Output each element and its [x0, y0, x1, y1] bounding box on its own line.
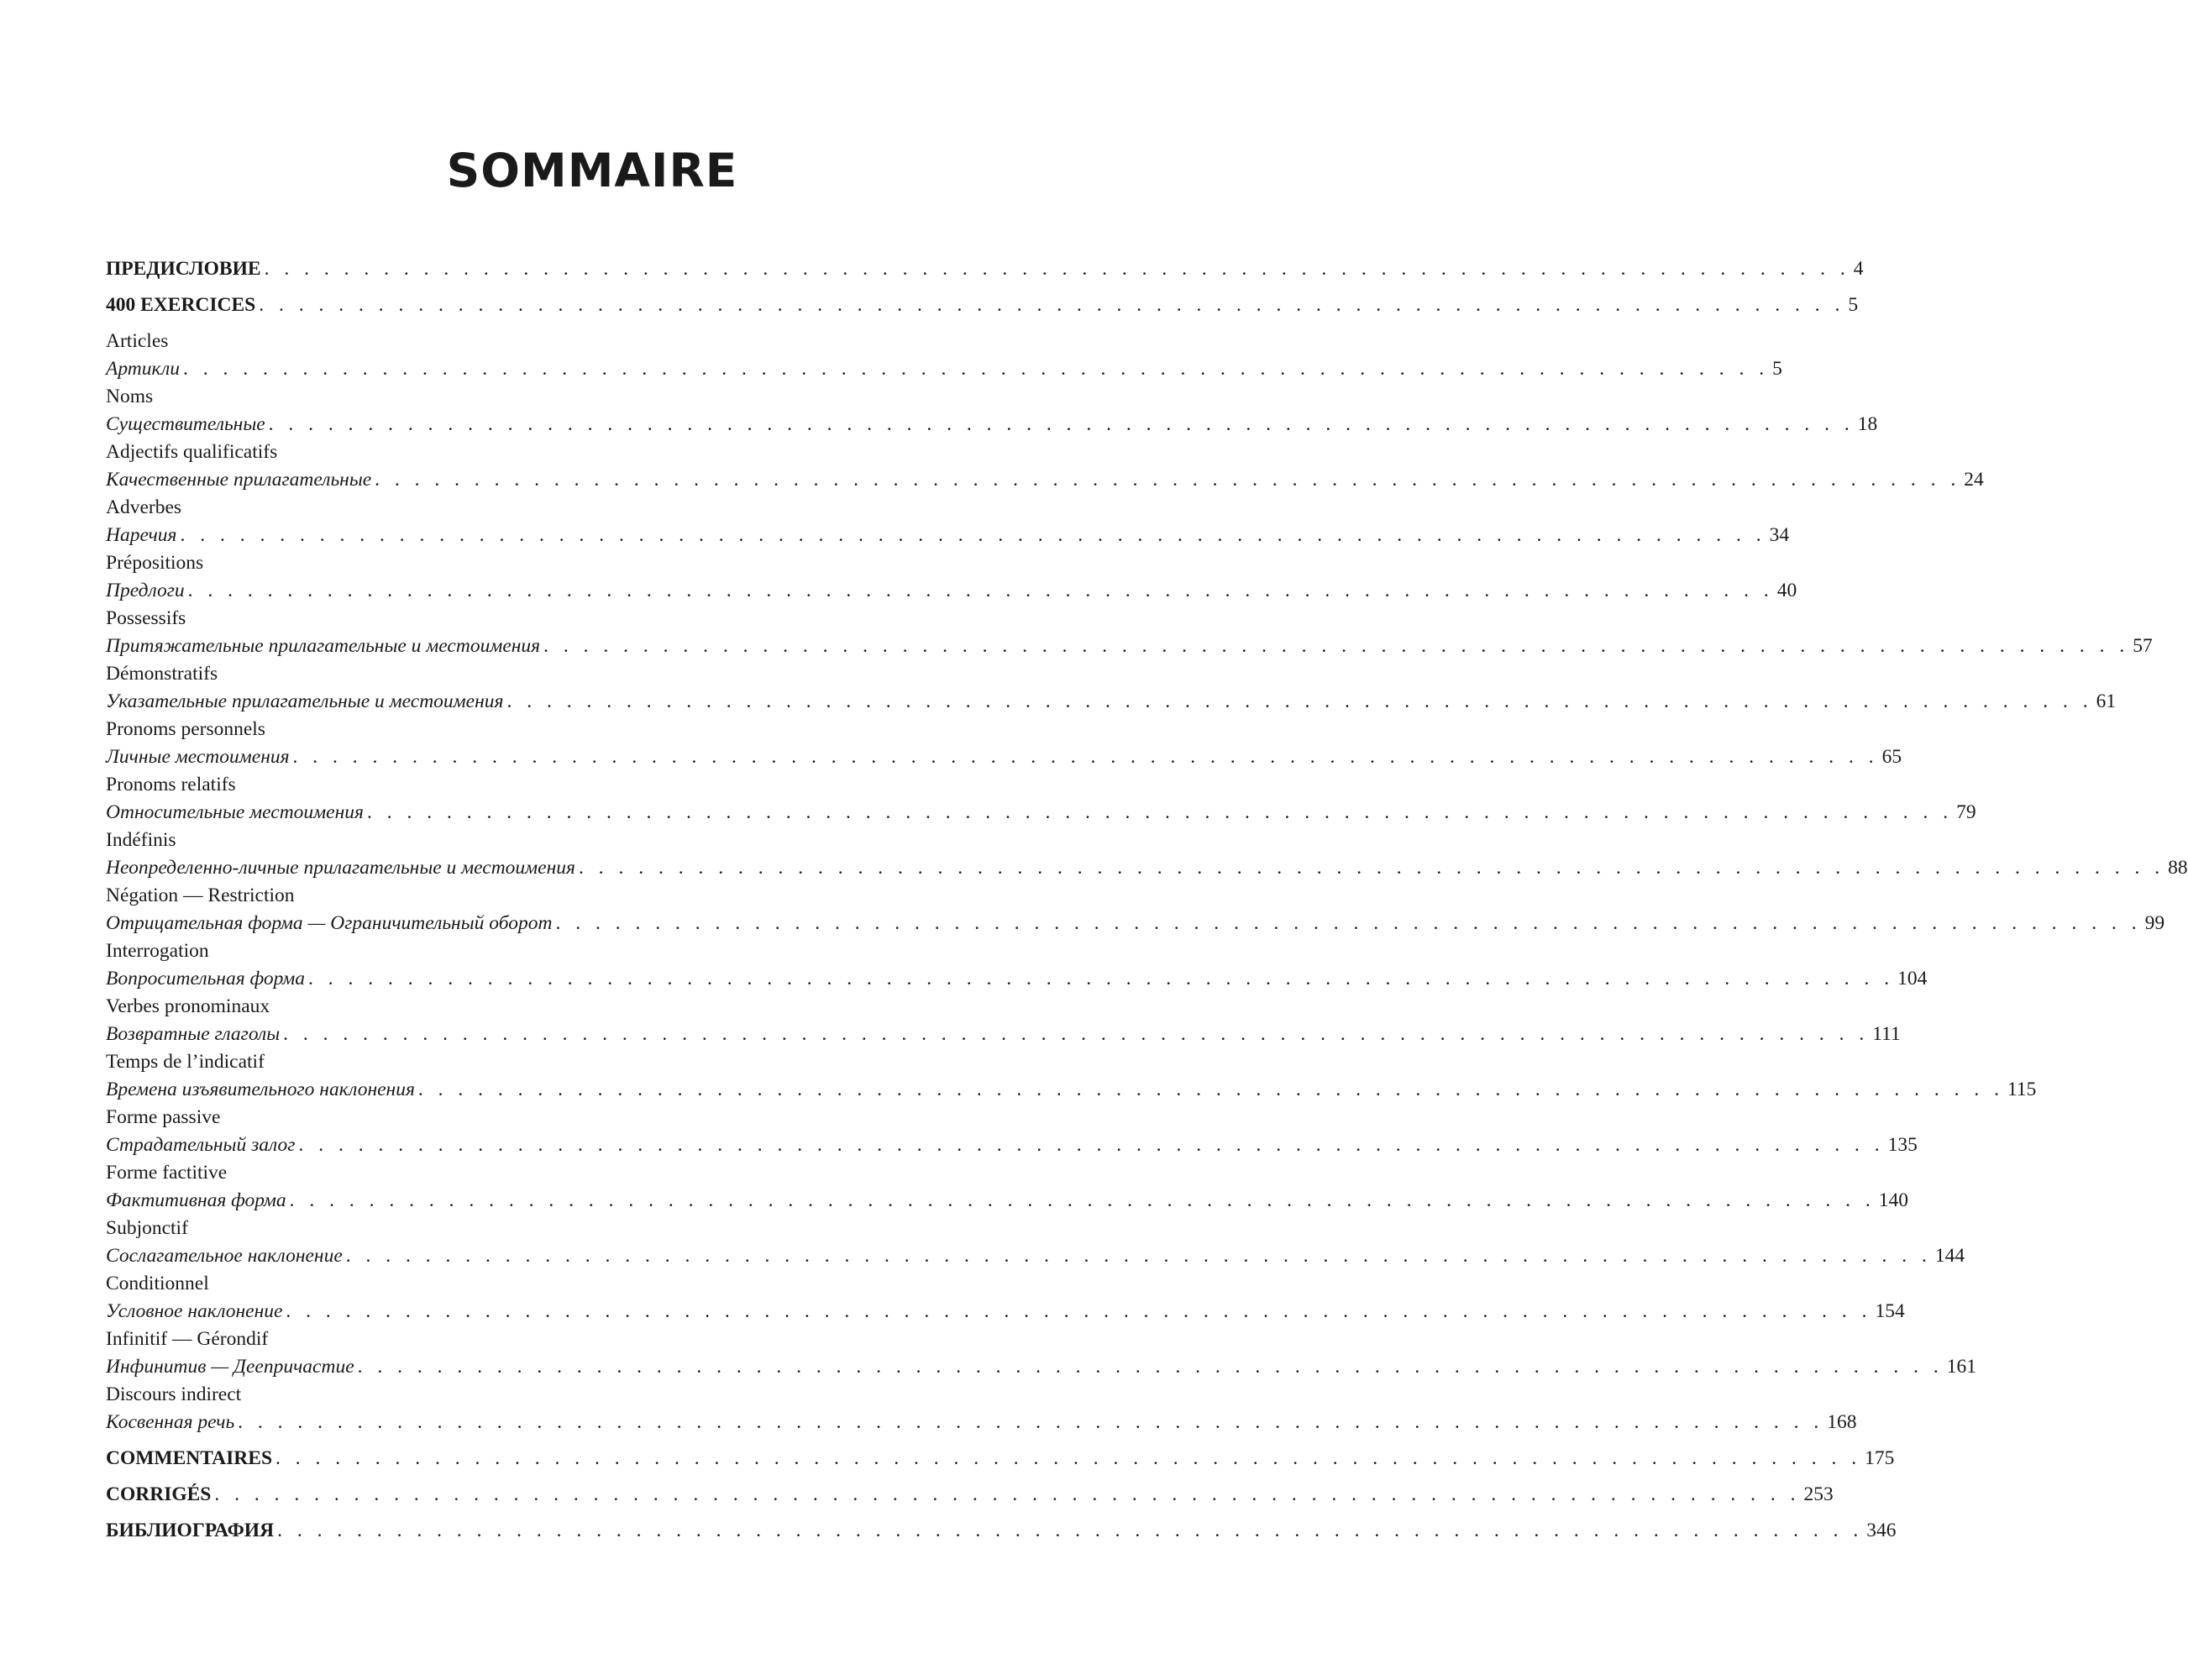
- dot-leader: . . . . . . . . . . . . . . . . . . . . . . . . . . . . . . . . . . . . . . . . . . . . . . . . . . . . . . . . . . . . . . . . . . . . . . . . . . . . . . . .: [417, 1079, 2005, 1100]
- section-entry-ru: [106, 1242, 1965, 1270]
- dot-leader: . . . . . . . . . . . . . . . . . . . . . . . . . . . . . . . . . . . . . . . . . . . . . . . . . . . . . . . . . . . . . . . . . . . . . . . . . . . . . . . .: [180, 524, 1766, 546]
- section-title-ru: Артикли: [106, 358, 180, 380]
- toc-section[interactable]: [106, 438, 1984, 494]
- dot-leader: . . . . . . . . . . . . . . . . . . . . . . . . . . . . . . . . . . . . . . . . . . . . . . . . . . . . . . . . . . . . . . . . . . . . . . . . . . . . . . . .: [268, 413, 1855, 435]
- section-title-fr: Pronoms relatifs: [106, 774, 236, 795]
- toc-entry-label: CORRIGÉS: [106, 1483, 212, 1505]
- dot-leader: . . . . . . . . . . . . . . . . . . . . . . . . . . . . . . . . . . . . . . . . . . . . . . . . . . . . . . . . . . . . . . . . . . . . . . . . . . . . . . . .: [543, 635, 2130, 657]
- toc-entry-bibliography[interactable]: [106, 1517, 1897, 1545]
- section-title-fr: Discours indirect: [106, 1383, 242, 1405]
- dot-leader: . . . . . . . . . . . . . . . . . . . . . . . . . . . . . . . . . . . . . . . . . . . . . . . . . . . . . . . . . . . . . . . . . . . . . . . . . . . . . . . .: [259, 294, 1845, 316]
- dot-leader: . . . . . . . . . . . . . . . . . . . . . . . . . . . . . . . . . . . . . . . . . . . . . . . . . . . . . . . . . . . . . . . . . . . . . . . . . . . . . . . .: [307, 968, 1895, 990]
- section-entry-ru: [106, 411, 1878, 438]
- dot-leader: . . . . . . . . . . . . . . . . . . . . . . . . . . . . . . . . . . . . . . . . . . . . . . . . . . . . . . . . . . . . . . . . . . . . . . . . . . . . . . . .: [275, 1447, 1862, 1469]
- toc-section[interactable]: [106, 660, 2117, 716]
- section-title-ru: Фактитивная форма: [106, 1189, 286, 1211]
- section-entry-ru: [106, 1076, 2037, 1104]
- dot-leader: . . . . . . . . . . . . . . . . . . . . . . . . . . . . . . . . . . . . . . . . . . . . . . . . . . . . . . . . . . . . . . . . . . . . . . . . . . . . . . . .: [298, 1134, 1885, 1156]
- section-title-ru: Неопределенно-личные прилагательные и местоимения: [106, 857, 575, 879]
- section-title-fr: Interrogation: [106, 940, 209, 962]
- toc-entry-preface[interactable]: [106, 255, 1864, 283]
- toc-section[interactable]: [106, 328, 1782, 383]
- section-title-ru: Возвратные глаголы: [106, 1023, 281, 1045]
- section-entry-ru: [106, 799, 1976, 827]
- section-title-ru: Отрицательная форма — Ограничительный оборот: [106, 912, 553, 934]
- section-entry-ru: [106, 910, 2165, 937]
- toc-page-number: 168: [1827, 1411, 1857, 1433]
- toc-section[interactable]: [106, 1159, 1909, 1215]
- section-entry-ru: [106, 1131, 1918, 1159]
- toc-entry-label: ПРЕДИСЛОВИЕ: [106, 258, 261, 280]
- section-entry-ru: [106, 355, 1782, 383]
- toc-page-number: 61: [2096, 690, 2117, 712]
- toc-section[interactable]: [106, 882, 2165, 937]
- section-title-ru: Вопросительная форма: [106, 968, 305, 990]
- section-title-ru: Сослагательное наклонение: [106, 1245, 343, 1267]
- section-entry-ru: [106, 1353, 1977, 1381]
- toc-entry-exercises[interactable]: [106, 291, 1859, 319]
- toc-sections: [106, 328, 2188, 1436]
- toc-section[interactable]: [106, 549, 1797, 605]
- section-title-ru: Притяжательные прилагательные и местоимения: [106, 635, 541, 657]
- dot-leader: . . . . . . . . . . . . . . . . . . . . . . . . . . . . . . . . . . . . . . . . . . . . . . . . . . . . . . . . . . . . . . . . . . . . . . . . . . . . . . . .: [187, 580, 1774, 601]
- toc-page-number: 346: [1866, 1520, 1897, 1541]
- section-entry-ru: [106, 1409, 1857, 1436]
- section-title-fr: Prépositions: [106, 552, 204, 574]
- toc-section[interactable]: [106, 716, 1902, 771]
- section-title-fr: Articles: [106, 330, 169, 352]
- toc-section[interactable]: [106, 937, 1928, 993]
- dot-leader: . . . . . . . . . . . . . . . . . . . . . . . . . . . . . . . . . . . . . . . . . . . . . . . . . . . . . . . . . . . . . . . . . . . . . . . . . . . . . . . .: [289, 1189, 1876, 1211]
- section-title-fr: Démonstratifs: [106, 663, 218, 685]
- toc-page-number: 140: [1878, 1189, 1909, 1211]
- toc-page-number: 161: [1946, 1356, 1977, 1378]
- section-entry-ru: [106, 1021, 1901, 1048]
- section-title-ru: Страдательный залог: [106, 1134, 296, 1156]
- toc-section[interactable]: [106, 1381, 1857, 1436]
- section-title-ru: Относительные местоимения: [106, 801, 364, 823]
- toc-page-number: 57: [2133, 635, 2153, 657]
- section-title-fr: Conditionnel: [106, 1273, 209, 1294]
- toc-section[interactable]: [106, 383, 1878, 438]
- section-title-ru: Указательные прилагательные и местоимения: [106, 690, 504, 712]
- section-entry-ru: [106, 577, 1797, 605]
- dot-leader: . . . . . . . . . . . . . . . . . . . . . . . . . . . . . . . . . . . . . . . . . . . . . . . . . . . . . . . . . . . . . . . . . . . . . . . . . . . . . . . .: [366, 801, 1954, 823]
- toc-section[interactable]: [106, 1270, 1905, 1326]
- toc-page-number: 111: [1872, 1023, 1901, 1045]
- toc-page-number: 99: [2144, 912, 2165, 934]
- section-title-ru: Наречия: [106, 524, 177, 546]
- toc-page-number: 253: [1803, 1483, 1834, 1505]
- section-title-ru: Существительные: [106, 413, 265, 435]
- dot-leader: . . . . . . . . . . . . . . . . . . . . . . . . . . . . . . . . . . . . . . . . . . . . . . . . . . . . . . . . . . . . . . . . . . . . . . . . . . . . . . . .: [283, 1023, 1870, 1045]
- toc-page-number: 4: [1853, 258, 1864, 280]
- toc-section[interactable]: [106, 1326, 1977, 1381]
- dot-leader: . . . . . . . . . . . . . . . . . . . . . . . . . . . . . . . . . . . . . . . . . . . . . . . . . . . . . . . . . . . . . . . . . . . . . . . . . . . . . . . .: [214, 1483, 1801, 1505]
- toc-page-number: 5: [1848, 294, 1859, 316]
- toc-page-number: 135: [1887, 1134, 1918, 1156]
- toc-page-number: 104: [1897, 968, 1928, 990]
- toc-page-number: 144: [1934, 1245, 1965, 1267]
- section-title-fr: Infinitif — Gérondif: [106, 1328, 269, 1350]
- toc-section[interactable]: [106, 605, 2153, 660]
- toc-section[interactable]: [106, 1048, 2037, 1104]
- section-entry-ru: [106, 688, 2117, 716]
- toc-page-number: 115: [2007, 1079, 2037, 1100]
- section-entry-ru: [106, 965, 1928, 993]
- section-title-fr: Subjonctif: [106, 1217, 188, 1239]
- toc-section[interactable]: [106, 1215, 1965, 1270]
- dot-leader: . . . . . . . . . . . . . . . . . . . . . . . . . . . . . . . . . . . . . . . . . . . . . . . . . . . . . . . . . . . . . . . . . . . . . . . . . . . . . . . .: [345, 1245, 1932, 1267]
- section-entry-ru: [106, 633, 2153, 660]
- section-title-ru: Личные местоимения: [106, 746, 290, 768]
- section-title-fr: Forme passive: [106, 1106, 221, 1128]
- section-entry-ru: [106, 854, 2188, 882]
- section-title-ru: Косвенная речь: [106, 1411, 235, 1433]
- toc-entry-corriges[interactable]: [106, 1481, 1834, 1509]
- toc-page-number: 40: [1776, 580, 1797, 601]
- toc-page-number: 34: [1769, 524, 1790, 546]
- toc-page-number: 154: [1875, 1300, 1905, 1322]
- section-title-ru: Качественные прилагательные: [106, 469, 372, 491]
- section-entry-ru: [106, 1298, 1905, 1326]
- dot-leader: . . . . . . . . . . . . . . . . . . . . . . . . . . . . . . . . . . . . . . . . . . . . . . . . . . . . . . . . . . . . . . . . . . . . . . . . . . . . . . . .: [264, 258, 1850, 280]
- dot-leader: . . . . . . . . . . . . . . . . . . . . . . . . . . . . . . . . . . . . . . . . . . . . . . . . . . . . . . . . . . . . . . . . . . . . . . . . . . . . . . . .: [555, 912, 2142, 934]
- section-title-fr: Possessifs: [106, 607, 186, 629]
- section-title-fr: Forme factitive: [106, 1162, 228, 1184]
- toc-section[interactable]: [106, 993, 1901, 1048]
- section-title-fr: Pronoms personnels: [106, 718, 265, 740]
- toc-page-number: 24: [1964, 469, 1984, 491]
- section-entry-ru: [106, 743, 1902, 771]
- toc-page-number: 88: [2168, 857, 2188, 879]
- dot-leader: . . . . . . . . . . . . . . . . . . . . . . . . . . . . . . . . . . . . . . . . . . . . . . . . . . . . . . . . . . . . . . . . . . . . . . . . . . . . . . . .: [292, 746, 1879, 768]
- toc-page-number: 5: [1772, 358, 1782, 380]
- section-title-ru: Условное наклонение: [106, 1300, 283, 1322]
- section-title-fr: Indéfinis: [106, 829, 176, 851]
- toc-entry-label: БИБЛИОГРАФИЯ: [106, 1520, 275, 1541]
- section-title-fr: Verbes pronominaux: [106, 995, 270, 1017]
- toc-section[interactable]: [106, 494, 1790, 549]
- section-entry-ru: [106, 522, 1790, 549]
- section-title-ru: Предлоги: [106, 580, 185, 601]
- toc-section[interactable]: [106, 1104, 1918, 1159]
- toc-page-number: 79: [1956, 801, 1976, 823]
- section-title-ru: Времена изъявительного наклонения: [106, 1079, 415, 1100]
- dot-leader: . . . . . . . . . . . . . . . . . . . . . . . . . . . . . . . . . . . . . . . . . . . . . . . . . . . . . . . . . . . . . . . . . . . . . . . . . . . . . . . .: [286, 1300, 1872, 1322]
- table-of-contents: [106, 255, 2188, 1553]
- section-title-fr: Adjectifs qualificatifs: [106, 441, 278, 463]
- section-title-ru: Инфинитив — Деепричастие: [106, 1356, 354, 1378]
- section-title-fr: Temps de l’indicatif: [106, 1051, 265, 1073]
- toc-entry-commentaires[interactable]: [106, 1445, 1895, 1473]
- dot-leader: . . . . . . . . . . . . . . . . . . . . . . . . . . . . . . . . . . . . . . . . . . . . . . . . . . . . . . . . . . . . . . . . . . . . . . . . . . . . . . . .: [277, 1520, 1864, 1541]
- dot-leader: . . . . . . . . . . . . . . . . . . . . . . . . . . . . . . . . . . . . . . . . . . . . . . . . . . . . . . . . . . . . . . . . . . . . . . . . . . . . . . . .: [238, 1411, 1824, 1433]
- section-title-fr: Adverbes: [106, 496, 182, 518]
- dot-leader: . . . . . . . . . . . . . . . . . . . . . . . . . . . . . . . . . . . . . . . . . . . . . . . . . . . . . . . . . . . . . . . . . . . . . . . . . . . . . . . .: [357, 1356, 1944, 1378]
- toc-entry-label: 400 EXERCICES: [106, 294, 256, 316]
- toc-section[interactable]: [106, 827, 2188, 882]
- dot-leader: . . . . . . . . . . . . . . . . . . . . . . . . . . . . . . . . . . . . . . . . . . . . . . . . . . . . . . . . . . . . . . . . . . . . . . . . . . . . . . . .: [375, 469, 1961, 491]
- section-entry-ru: [106, 1187, 1909, 1215]
- dot-leader: . . . . . . . . . . . . . . . . . . . . . . . . . . . . . . . . . . . . . . . . . . . . . . . . . . . . . . . . . . . . . . . . . . . . . . . . . . . . . . . .: [506, 690, 2093, 712]
- toc-entry-label: COMMENTAIRES: [106, 1447, 273, 1469]
- dot-leader: . . . . . . . . . . . . . . . . . . . . . . . . . . . . . . . . . . . . . . . . . . . . . . . . . . . . . . . . . . . . . . . . . . . . . . . . . . . . . . . .: [182, 358, 1770, 380]
- toc-page-number: 175: [1865, 1447, 1895, 1469]
- toc-section[interactable]: [106, 771, 1976, 827]
- section-title-fr: Noms: [106, 386, 154, 407]
- toc-page-number: 65: [1881, 746, 1902, 768]
- dot-leader: . . . . . . . . . . . . . . . . . . . . . . . . . . . . . . . . . . . . . . . . . . . . . . . . . . . . . . . . . . . . . . . . . . . . . . . . . . . . . . . .: [578, 857, 2165, 879]
- section-title-fr: Négation — Restriction: [106, 885, 295, 906]
- page-title: SOMMAIRE: [446, 144, 738, 197]
- toc-page-number: 18: [1857, 413, 1878, 435]
- section-entry-ru: [106, 466, 1984, 494]
